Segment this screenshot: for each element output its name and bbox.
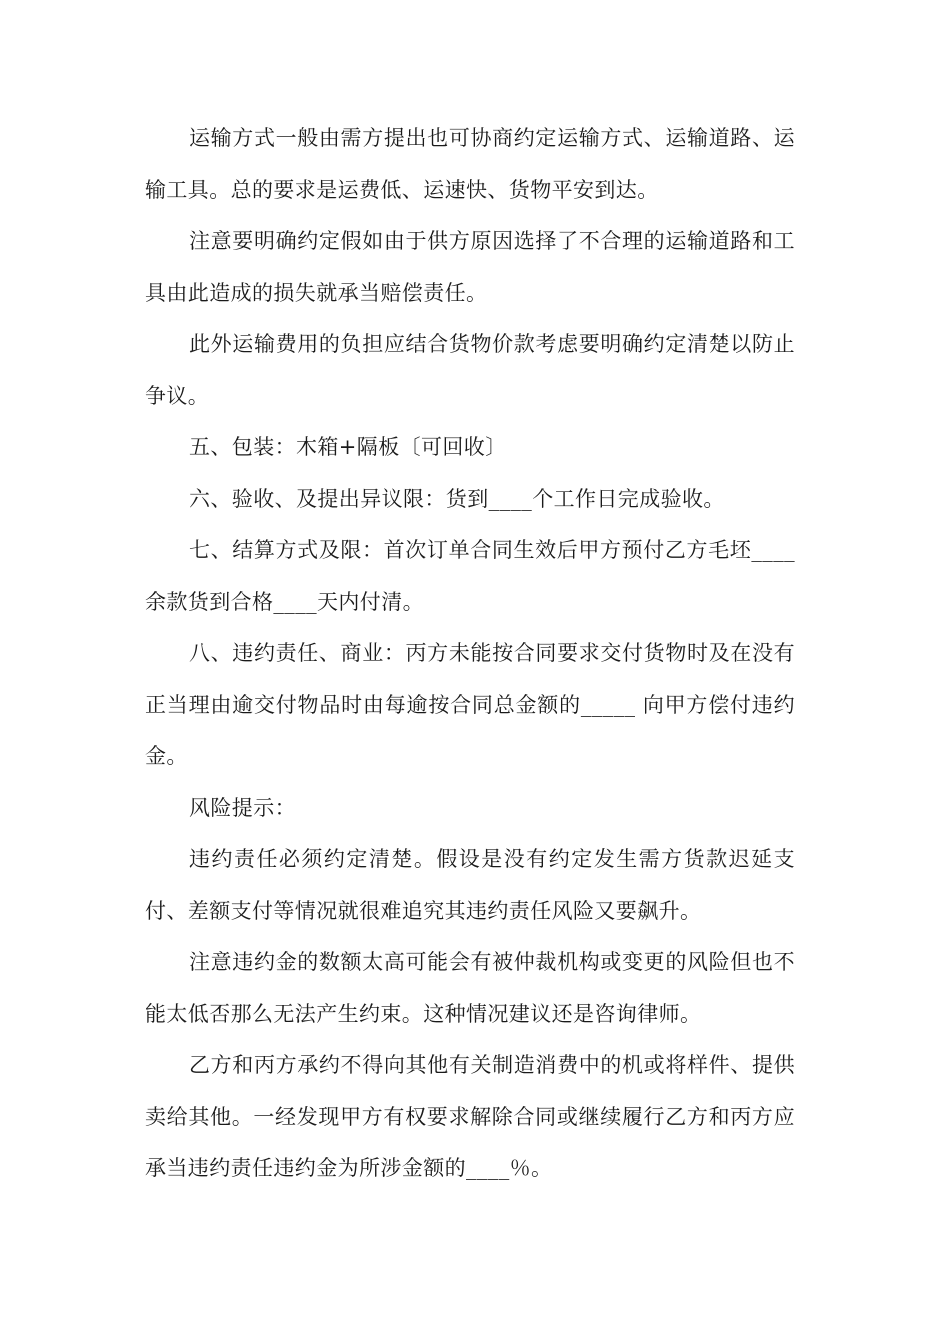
paragraph-transport-note: 注意要明确约定假如由于供方原因选择了不合理的运输道路和工具由此造成的损失就承当赔偿责任。 [145, 229, 795, 305]
paragraph-risk-penalty: 注意违约金的数额太高可能会有被仲裁机构或变更的风险但也不能太低否那么无法产生约束。这种情况建议还是咨询律师。 [145, 950, 795, 1026]
document-body [145, 113, 795, 1195]
paragraph-breach-liability: 八、违约责任、商业：丙方未能按合同要求交付货物时及在没有正当理由逾交付物品时由每逾按合同总金额的_____ 向甲方偿付违约金。 [145, 641, 795, 768]
paragraph-settlement: 七、结算方式及限：首次订单合同生效后甲方预付乙方毛坯____余款货到合格____天内付清。 [145, 538, 795, 614]
paragraph-confidentiality: 乙方和丙方承约不得向其他有关制造消费中的机或将样件、提供卖给其他。一经发现甲方有权要求解除合同或继续履行乙方和丙方应承当违约责任违约金为所涉金额的____％。 [145, 1053, 795, 1180]
paragraph-transport-cost: 此外运输费用的负担应结合货物价款考虑要明确约定清楚以防止争议。 [145, 332, 795, 408]
paragraph-transport-method: 运输方式一般由需方提出也可协商约定运输方式、运输道路、运输工具。总的要求是运费低、运速快、货物平安到达。 [145, 126, 795, 202]
paragraph-risk-liability: 违约责任必须约定清楚。假设是没有约定发生需方货款迟延支付、差额支付等情况就很难追究其违约责任风险又要飙升。 [145, 847, 795, 923]
paragraph-risk-heading: 风险提示： [189, 795, 296, 820]
paragraph-packaging: 五、包装：木箱+隔板〔可回收〕 [189, 435, 507, 459]
paragraph-acceptance: 六、验收、及提出异议限：货到____个工作日完成验收。 [189, 486, 725, 511]
